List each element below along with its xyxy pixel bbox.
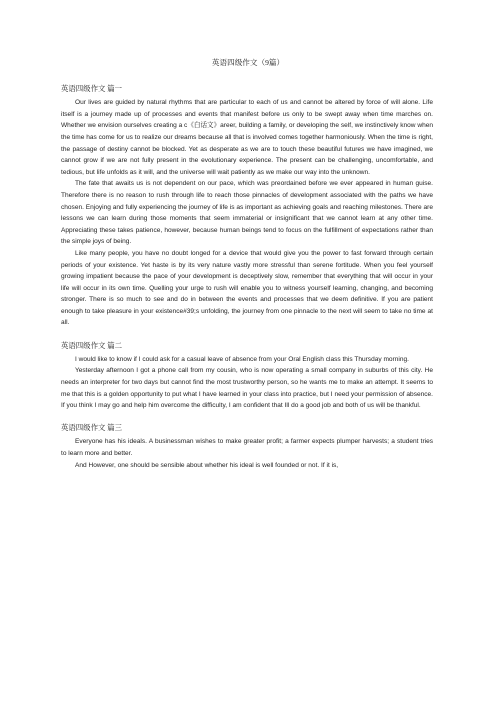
- section-spacer: [61, 412, 433, 424]
- document-title: 英语四级作文（9篇）: [211, 58, 285, 67]
- paragraph: Our lives are guided by natural rhythms that are particular to each of us and cannot be altered by force of will alone. Life itself is a journey made up of processes and events that manifest before us only to be swept away when time marches on. Whether we envision ourselves creating a c《白话文》areer, building a family, or developing the self, we instinctively know when the time has come for us to realize our dreams because all that is involved comes together harmoniously. When the time is right, the passage of destiny cannot be blocked. Yet as desperate as we are to touch these beautiful futures we have imagined, we cannot grow if we are not fully present in the evolutionary experience. The present can be challenging, uncomfortable, and tedious, but life unfolds as it will, and the universe will wait patiently as we make our way into the unknown.: [61, 99, 433, 176]
- section-3: [61, 423, 433, 471]
- section-1: [61, 84, 433, 329]
- document-body: [61, 84, 433, 471]
- section-spacer: [61, 329, 433, 341]
- paragraph: I would like to know if I could ask for a casual leave of absence from your Oral English class this Thursday morning.: [75, 355, 409, 363]
- section-heading: 英语四级作文 篇三: [61, 423, 122, 433]
- paragraph: The fate that awaits us is not dependent on our pace, which was preordained before we ever appeared in human guise. Therefore there is no reason to rush through life to reach those pinnacles of development associated with the paths we have chosen. Enjoying and fully experiencing the journey of life is as important as achieving goals and reaching milestones. There are lessons we can learn during those moments that seem immaterial or insignificant that we cannot learn at any other time. Appreciating these takes patience, however, because human beings tend to focus on the fulfillment of expectations rather than the simple joys of being.: [61, 180, 433, 246]
- section-heading: 英语四级作文 篇一: [61, 84, 122, 93]
- paragraph: Everyone has his ideals. A businessman wishes to make greater profit; a farmer expects plumper harvests; a student tries to learn more and better.: [61, 438, 433, 457]
- section-heading: 英语四级作文 篇二: [61, 340, 122, 350]
- paragraph: Yesterday afternoon I got a phone call from my cousin, who is now operating a small company in suburbs of this city. He needs an interpreter for two days but cannot find the most trustworthy person, so he wants me to make an attempt. It seems to me that this is a golden opportunity to put what I have learned in your class into practice, but I need your permission of absence. If you think I may go and help him overcome the difficulty, I am confident that Ill do a good job and both of us will be thankful.: [61, 367, 433, 410]
- paragraph: And However, one should be sensible about whether his ideal is well founded or not. If it is,: [75, 461, 339, 469]
- section-2: [61, 341, 433, 412]
- paragraph: Like many people, you have no doubt longed for a device that would give you the power to fast forward through certain periods of your existence. Yet haste is by its very nature vastly more stressful than serene fortitude. When you feel yourself growing impatient because the pace of your development is deceptively slow, remember that everything that will occur in your life will occur in its own time. Quelling your urge to rush will enable you to witness yourself learning, changing, and becoming stronger. There is so much to see and do in between the events and processes that we deem definitive. If you are patient enough to take pleasure in your existence#39;s unfolding, the journey from one pinnacle to the next will seem to take no time at all.: [61, 249, 433, 327]
